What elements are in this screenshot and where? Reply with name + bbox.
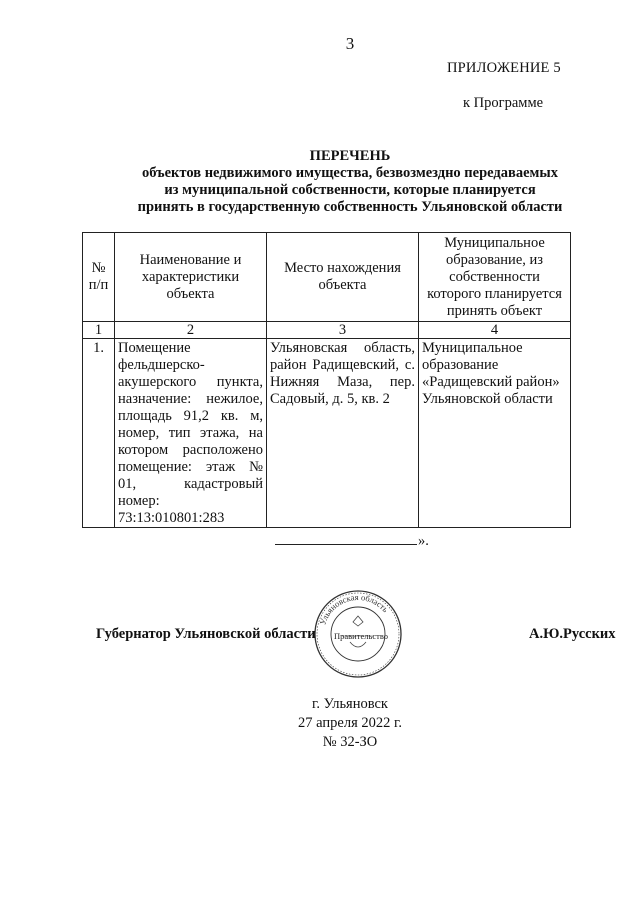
page-number: 3 [345, 34, 355, 53]
seal-ring-text: Ульяновская область [317, 591, 391, 627]
object-location-cell: Ульяновская область, район Радищевский, с. Нижняя Маза, пер. Садовый, д. 5, кв. 2 [267, 339, 419, 528]
column-number: 1 [83, 322, 115, 339]
subtitle-line: объектов недвижимого имущества, безвозмездно передаваемых [142, 165, 558, 181]
closing-quote: ». [418, 533, 429, 549]
column-number: 4 [419, 322, 571, 339]
table-row [83, 339, 571, 528]
seal-center-text: Правительство [334, 631, 389, 641]
signatory-title: Губернатор Ульяновской области [96, 626, 316, 642]
column-numbers-row [83, 322, 571, 339]
program-reference: к Программе [463, 95, 544, 111]
header-number: № п/п [83, 233, 115, 322]
table-header-row [83, 233, 571, 322]
property-list-table [82, 232, 571, 528]
object-name-cell: Помещение фельдшерско-акушерского пункта, назначение: нежилое, площадь 91,2 кв. м, номер, тип этажа, на котором расположено помещение: этаж № 01, кадастровый номер: 73:13:010801:283 [115, 339, 267, 528]
row-number: 1. [83, 339, 115, 528]
signatory-name: А.Ю.Русских [529, 626, 616, 642]
header-location: Место нахождения объекта [267, 233, 419, 322]
header-municipality: Муниципальное образование, из собственности которого планируется принять объект [419, 233, 571, 322]
footer-number: № 32-ЗО [322, 734, 378, 750]
document-subtitle [0, 165, 640, 216]
appendix-label: ПРИЛОЖЕНИЕ 5 [447, 60, 561, 76]
document-footer [0, 695, 640, 752]
column-number: 3 [267, 322, 419, 339]
document-title: ПЕРЕЧЕНЬ [309, 148, 391, 164]
column-number: 2 [115, 322, 267, 339]
municipality-cell: Муниципальное образование «Радищевский район» Ульяновской области [419, 339, 571, 528]
footer-date: 27 апреля 2022 г. [298, 715, 402, 731]
footer-city: г. Ульяновск [312, 696, 388, 712]
closing-line [275, 532, 417, 545]
subtitle-line: из муниципальной собственности, которые планируется [164, 182, 536, 198]
subtitle-line: принять в государственную собственность Ульяновской области [137, 199, 563, 215]
header-name: Наименование и характеристики объекта [115, 233, 267, 322]
